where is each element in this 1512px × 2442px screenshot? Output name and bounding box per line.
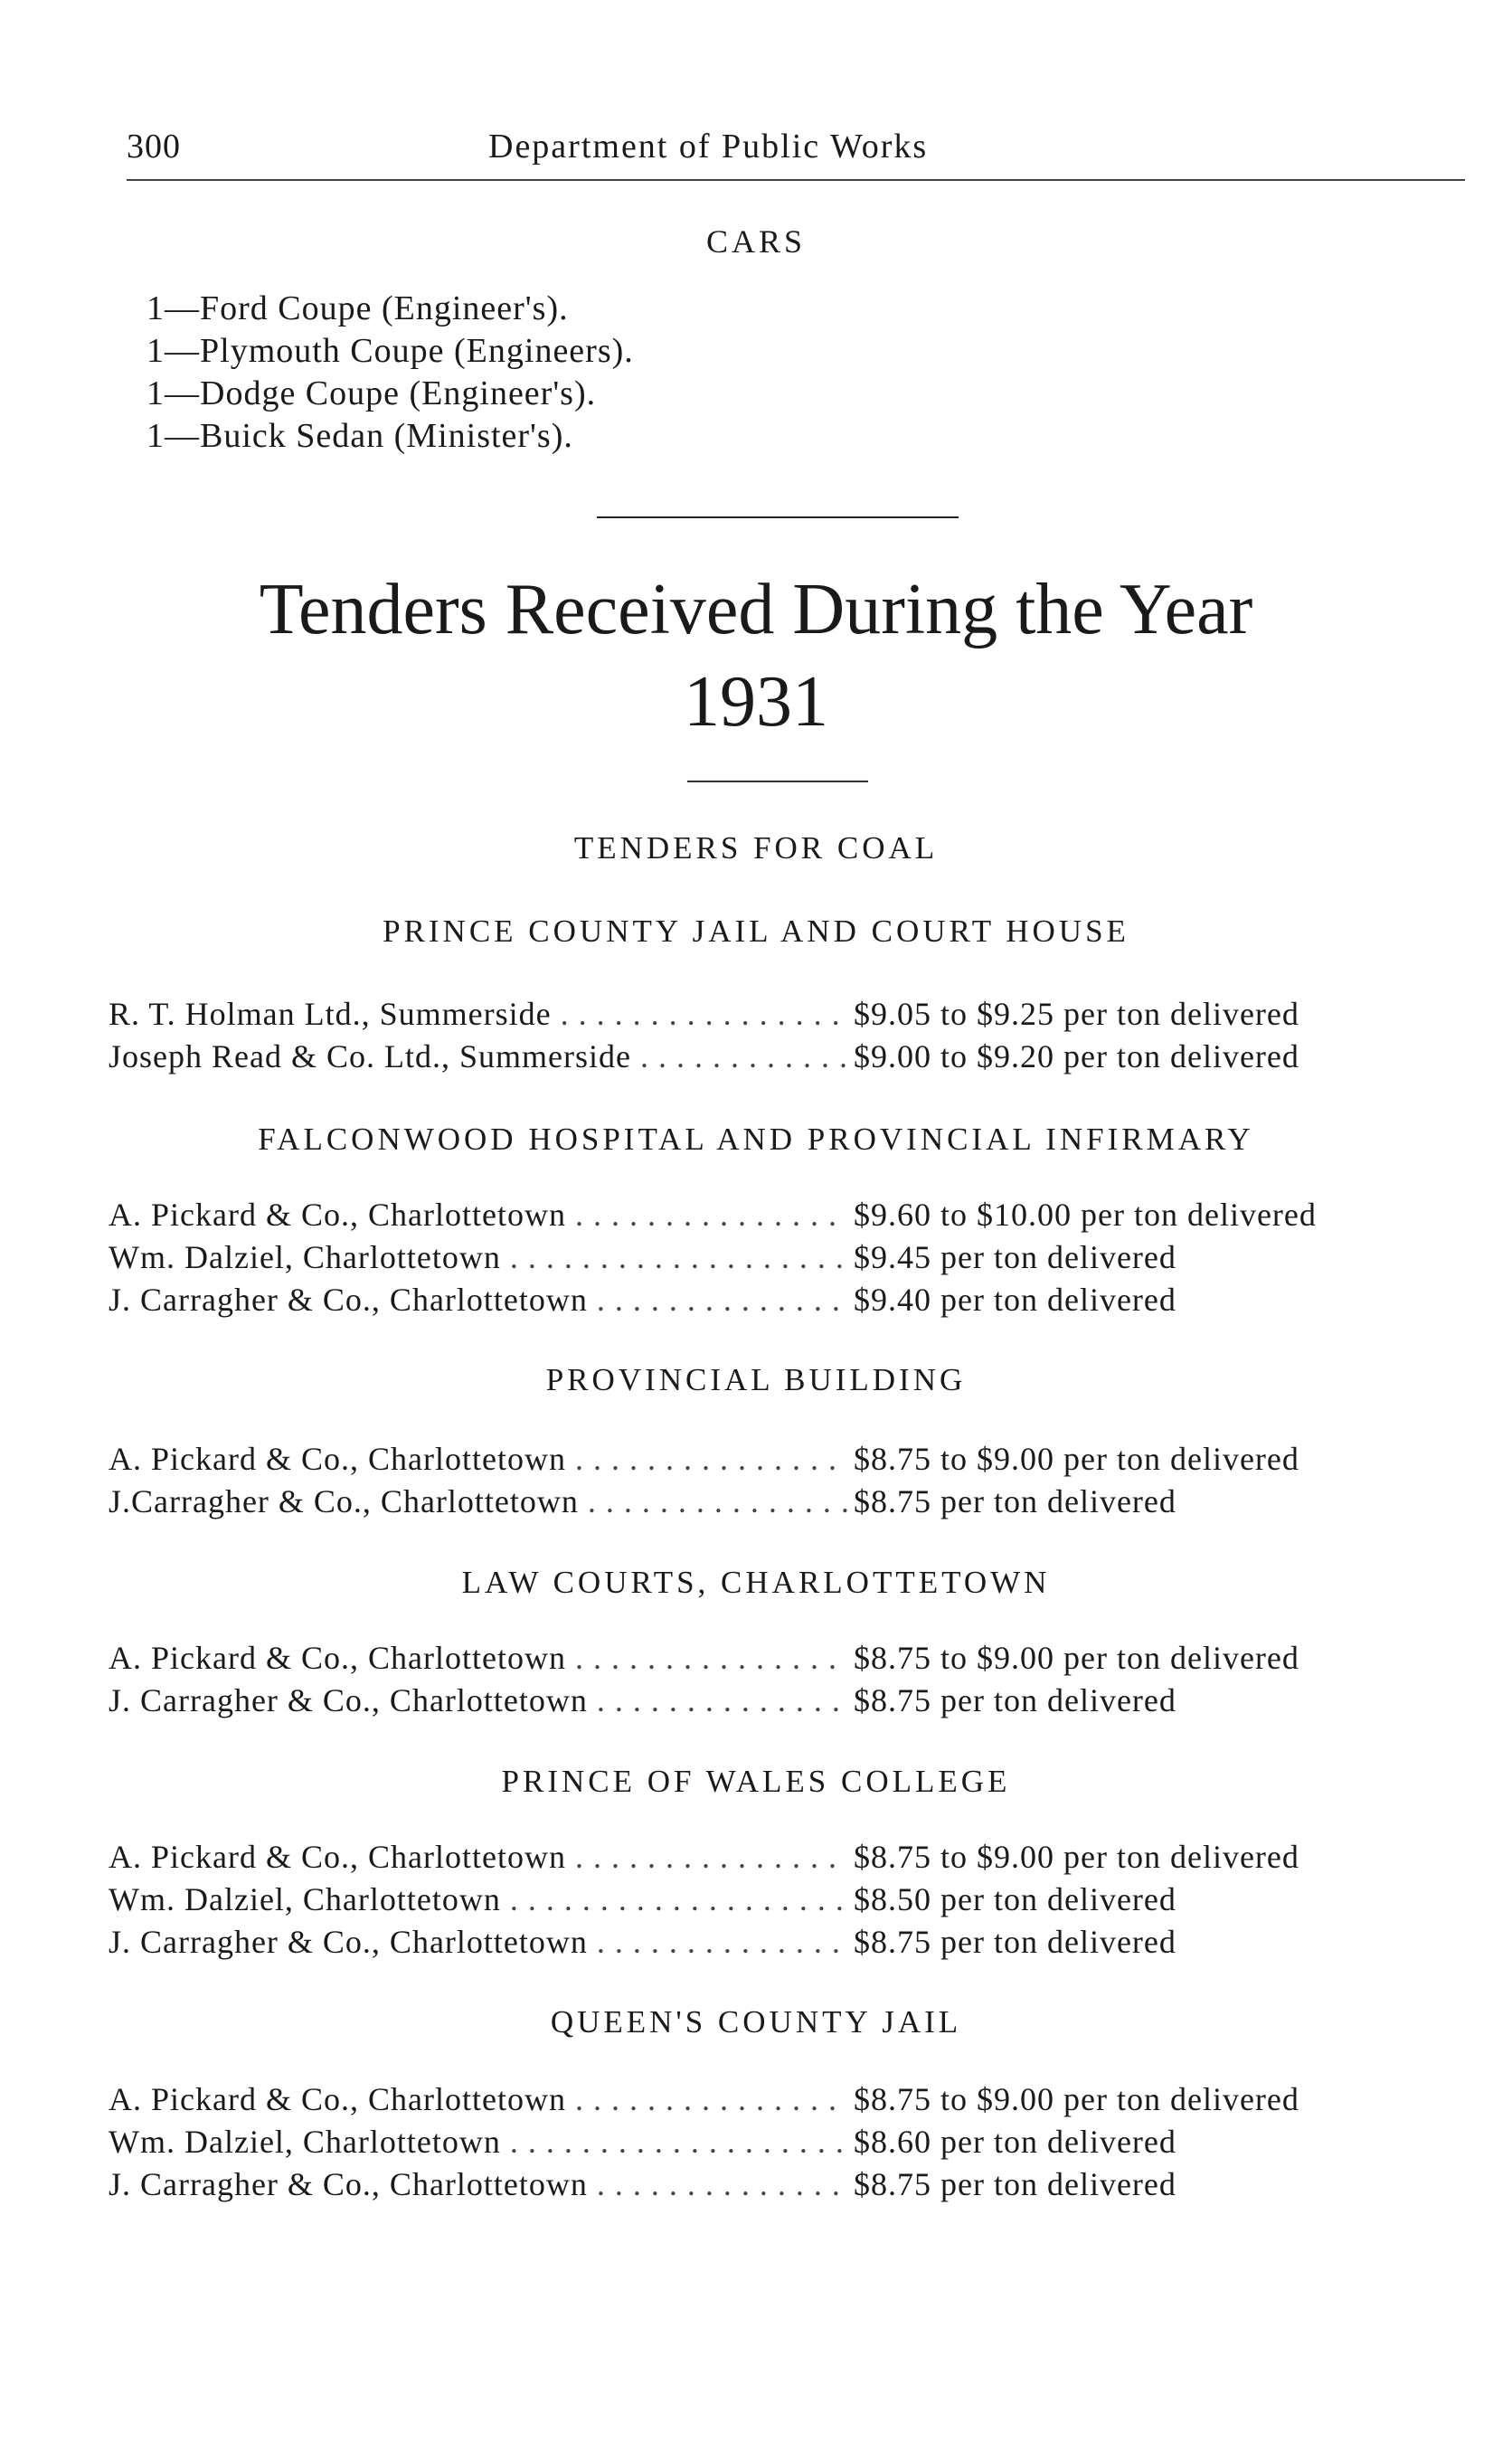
tender-list bbox=[0, 995, 1512, 1080]
page-title-year: 1931 bbox=[684, 662, 828, 742]
tender-name: J.Carragher & Co., Charlottetown . . . bbox=[109, 1482, 848, 1520]
tender-name: Wm. Dalziel, Charlottetown . . . bbox=[109, 1238, 848, 1276]
tender-row bbox=[0, 2123, 1512, 2165]
section-divider bbox=[597, 516, 959, 518]
tender-row bbox=[0, 995, 1512, 1037]
tender-price: $8.75 to $9.00 per ton delivered bbox=[854, 2081, 1299, 2117]
title-divider bbox=[687, 781, 868, 782]
tender-name: J. Carragher & Co., Charlottetown . . . bbox=[109, 2165, 848, 2203]
tender-name: A. Pickard & Co., Charlottetown . . . bbox=[109, 1440, 848, 1478]
tender-list bbox=[0, 1196, 1512, 1323]
cars-list-item: 1—Ford Coupe (Engineer's). bbox=[146, 289, 569, 327]
tender-row bbox=[0, 1238, 1512, 1281]
tender-price: $9.60 to $10.00 per ton delivered bbox=[854, 1197, 1317, 1233]
section-title: PRINCE COUNTY JAIL AND COURT HOUSE bbox=[383, 913, 1129, 949]
tender-price: $8.75 per ton delivered bbox=[854, 2166, 1177, 2202]
tender-name: A. Pickard & Co., Charlottetown . . . bbox=[109, 1196, 848, 1234]
tender-row bbox=[0, 1281, 1512, 1323]
tender-name: J. Carragher & Co., Charlottetown . . . bbox=[109, 1923, 848, 1961]
page-title: Tenders Received During the Year bbox=[259, 570, 1253, 649]
tender-row bbox=[0, 1639, 1512, 1681]
tender-row bbox=[0, 1880, 1512, 1923]
tender-list bbox=[0, 2080, 1512, 2208]
tender-name: A. Pickard & Co., Charlottetown . . . bbox=[109, 1639, 848, 1677]
tender-price: $8.75 per ton delivered bbox=[854, 1924, 1177, 1960]
tender-list bbox=[0, 1639, 1512, 1724]
tender-price: $9.45 per ton delivered bbox=[854, 1239, 1177, 1275]
tender-name: A. Pickard & Co., Charlottetown . . . bbox=[109, 1838, 848, 1876]
tender-price: $8.75 per ton delivered bbox=[854, 1483, 1177, 1519]
cars-list bbox=[146, 288, 634, 458]
cars-list-item: 1—Buick Sedan (Minister's). bbox=[146, 417, 573, 455]
section-title: QUEEN'S COUNTY JAIL bbox=[550, 2004, 962, 2040]
tender-row bbox=[0, 1196, 1512, 1238]
tender-list bbox=[0, 1838, 1512, 1965]
tender-price: $8.75 per ton delivered bbox=[854, 1682, 1177, 1718]
tender-name: Wm. Dalziel, Charlottetown . . . bbox=[109, 2123, 848, 2161]
header-rule bbox=[127, 179, 1465, 181]
tender-name: J. Carragher & Co., Charlottetown . . . bbox=[109, 1681, 848, 1719]
page-number: 300 bbox=[127, 128, 181, 166]
tender-row bbox=[0, 1838, 1512, 1880]
tender-row bbox=[0, 1923, 1512, 1965]
tender-row bbox=[0, 1681, 1512, 1724]
tender-row bbox=[0, 2165, 1512, 2208]
tender-price: $8.50 per ton delivered bbox=[854, 1881, 1177, 1917]
tender-name: R. T. Holman Ltd., Summerside . . . bbox=[109, 995, 848, 1033]
running-title: Department of Public Works bbox=[488, 128, 929, 166]
section-title: FALCONWOOD HOSPITAL AND PROVINCIAL INFIRMARY bbox=[258, 1122, 1254, 1157]
section-title: PROVINCIAL BUILDING bbox=[545, 1362, 967, 1397]
tender-row bbox=[0, 1440, 1512, 1482]
tender-price: $8.75 to $9.00 per ton delivered bbox=[854, 1640, 1299, 1676]
tender-price: $9.40 per ton delivered bbox=[854, 1282, 1177, 1318]
tender-name: A. Pickard & Co., Charlottetown . . . bbox=[109, 2080, 848, 2118]
tender-name: Joseph Read & Co. Ltd., Summerside . . . bbox=[109, 1037, 848, 1075]
section-title: PRINCE OF WALES COLLEGE bbox=[501, 1764, 1011, 1799]
tender-price: $8.75 to $9.00 per ton delivered bbox=[854, 1839, 1299, 1875]
tender-row bbox=[0, 2080, 1512, 2123]
tender-row bbox=[0, 1037, 1512, 1080]
tender-name: Wm. Dalziel, Charlottetown . . . bbox=[109, 1880, 848, 1918]
cars-heading: CARS bbox=[705, 223, 807, 260]
tender-price: $9.00 to $9.20 per ton delivered bbox=[854, 1038, 1299, 1074]
tender-row bbox=[0, 1482, 1512, 1525]
tender-price: $9.05 to $9.25 per ton delivered bbox=[854, 996, 1299, 1032]
section-title: LAW COURTS, CHARLOTTETOWN bbox=[461, 1565, 1051, 1600]
cars-list-item: 1—Plymouth Coupe (Engineers). bbox=[146, 332, 634, 370]
tenders-heading: TENDERS FOR COAL bbox=[573, 830, 939, 866]
tender-list bbox=[0, 1440, 1512, 1525]
tender-price: $8.60 per ton delivered bbox=[854, 2124, 1177, 2160]
tender-name: J. Carragher & Co., Charlottetown . . . bbox=[109, 1281, 848, 1319]
tender-price: $8.75 to $9.00 per ton delivered bbox=[854, 1441, 1299, 1477]
cars-list-item: 1—Dodge Coupe (Engineer's). bbox=[146, 374, 597, 412]
